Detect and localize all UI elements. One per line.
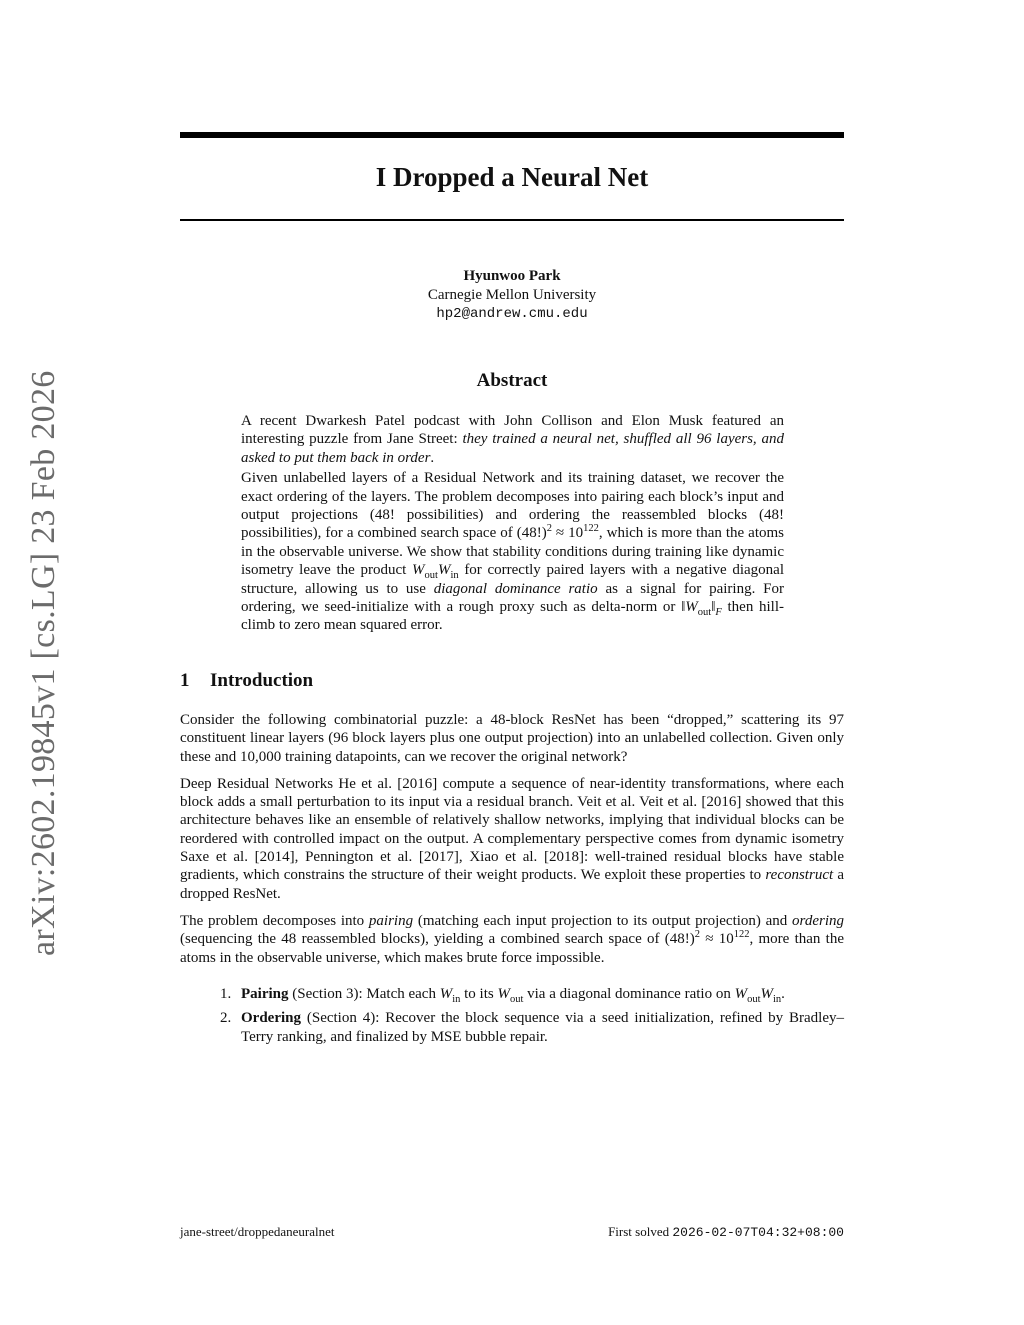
text-span: via a diagonal dominance ratio on xyxy=(523,986,735,1002)
text-span: for correctly paired layers with a negative diagonal structure, allowing us to use xyxy=(241,562,784,597)
footer-solved-timestamp xyxy=(608,1224,844,1240)
section-number: 1 xyxy=(180,670,190,691)
text-span: A recent Dwarkesh Patel podcast with John Collison and Elon Musk featured an interesting puzzle from Jane Street: xyxy=(241,413,784,448)
math-sup: 122 xyxy=(733,929,750,941)
footer-label: First solved xyxy=(608,1224,673,1239)
text-italic: reconstruct xyxy=(765,867,834,884)
text-span: then hill-climb to zero mean squared error. xyxy=(241,599,784,634)
math-sub: in xyxy=(773,994,782,1005)
math-var: W xyxy=(760,986,773,1002)
text-span: , which is more than the atoms in the observable universe. We show that stability conditions during training like dynamic isometry leave the product xyxy=(241,525,785,579)
text-span: possibilities) and ordering the reassembled blocks ( xyxy=(394,507,765,524)
text-italic: diagonal dominance ratio xyxy=(433,580,598,597)
math-span: ‖ xyxy=(711,599,716,616)
abstract-text xyxy=(241,412,784,637)
math-var: W xyxy=(437,562,451,579)
text-span: (matching each input projection to its output projection) and xyxy=(413,912,793,929)
footer-time: 2026-02-07T04:32+08:00 xyxy=(672,1225,844,1240)
text-span: , more than the atoms in the observable universe, which makes brute force impossible. xyxy=(180,931,844,966)
text-span: . xyxy=(430,449,435,466)
math-span: 48! xyxy=(374,507,395,524)
title-rule-bottom xyxy=(180,219,844,221)
abstract-paragraph-1 xyxy=(241,412,784,467)
intro-paragraph-3 xyxy=(180,912,844,967)
text-span: (Section 3): Match each xyxy=(288,986,440,1002)
text-italic: they trained a neural net, shuffled all 96 layers, and asked to put them back in order xyxy=(241,431,784,466)
math-span: ≈ 10 xyxy=(700,931,734,948)
author-email[interactable]: hp2@andrew.cmu.edu xyxy=(436,306,588,322)
math-sub: in xyxy=(450,570,459,582)
math-var: W xyxy=(497,986,510,1002)
intro-paragraph-1: Consider the following combinatorial puzzle: a 48-block ResNet has been “dropped,” scattering its 97 constituent linear layers (96 block layers plus one output projection) into an unlabelled collection. Given only these and 10,000 training datapoints, can we recover the original network? xyxy=(180,712,844,765)
author-block xyxy=(180,267,844,324)
introduction-body xyxy=(180,711,844,976)
text-span: as a signal for pairing. For ordering, we seed-initialize with a rough proxy such as delta-norm or xyxy=(241,580,784,616)
math-sub: in xyxy=(452,994,461,1005)
arxiv-sidebar-identifier[interactable]: arXiv:2602.19845v1 [cs.LG] 23 Feb 2026 xyxy=(25,370,62,956)
abstract-heading: Abstract xyxy=(476,370,548,391)
abstract-paragraph-2 xyxy=(241,469,784,635)
author-name: Hyunwoo Park xyxy=(463,268,561,284)
math-sub: F xyxy=(715,607,722,619)
math-sup: 2 xyxy=(694,929,700,941)
text-span: (sequencing the 48 reassembled blocks), yielding a combined search space of xyxy=(180,931,665,948)
text-span: a dropped ResNet. xyxy=(180,867,844,902)
list-item xyxy=(180,985,844,1003)
math-sub: out xyxy=(424,570,438,582)
text-span: . xyxy=(781,986,785,1002)
list-item-bold: Ordering xyxy=(241,1010,301,1027)
section-title: Introduction xyxy=(210,670,314,691)
text-span: Given unlabelled layers of a Residual Network and its training dataset, we recover the exact ordering of the layers. The problem decomposes into pairing each block’s input and output projections ( xyxy=(241,470,784,524)
text-span: possibilities), for a combined search space of xyxy=(241,525,517,542)
text-span: to its xyxy=(460,986,498,1002)
text-span: (Section 4): Recover the block sequence via a seed initialization, refined by Bradley–Terry ranking, and finalized by MSE bubble repair. xyxy=(241,1010,844,1045)
text-span: The problem decomposes into xyxy=(180,912,369,929)
math-sup: 122 xyxy=(583,523,599,535)
math-var: ‖W xyxy=(681,599,698,616)
text-italic: ordering xyxy=(792,912,844,929)
math-var: W xyxy=(439,986,453,1002)
math-sup: 2 xyxy=(546,523,552,535)
footer-repo-link[interactable]: jane-street/droppedaneuralnet xyxy=(180,1224,335,1239)
math-var: W xyxy=(412,562,425,579)
intro-paragraph-2 xyxy=(180,775,844,903)
text-italic: pairing xyxy=(368,912,414,929)
contribution-list xyxy=(180,985,844,1052)
math-sub: out xyxy=(697,607,712,619)
list-item xyxy=(180,1009,844,1046)
list-marker: 2. xyxy=(220,1010,232,1027)
math-sub: out xyxy=(509,994,524,1005)
list-marker: 1. xyxy=(220,986,232,1002)
text-span: Deep Residual Networks He et al. [2016] compute a sequence of near-identity transformations, where each block adds a small perturbation to its input via a residual branch. Veit et al. Veit et al. [2016] showed that this architecture behaves like an ensemble of relatively shallow networks, implying that individual blocks can be reordered with controlled impact on the output. A complementary perspective comes from dynamic isometry Saxe et al. [2014], Pennington et al. [2017], Xiao et al. [2018]: well-trained residual blocks have stable gradients, which constrains the structure of their weight products. We exploit these properties to xyxy=(180,775,844,884)
author-affiliation: Carnegie Mellon University xyxy=(427,287,597,303)
paper-title: I Dropped a Neural Net xyxy=(375,162,649,192)
math-var: W xyxy=(734,986,748,1002)
list-item-bold: Pairing xyxy=(241,986,289,1002)
section-heading-introduction xyxy=(180,670,313,692)
title-rule-top xyxy=(180,132,844,138)
math-sub: out xyxy=(747,994,761,1005)
math-span: ≈ 10 xyxy=(551,525,584,542)
math-span: 48! xyxy=(764,507,785,524)
math-span: (48!) xyxy=(516,525,547,542)
math-span: (48!) xyxy=(664,931,695,948)
